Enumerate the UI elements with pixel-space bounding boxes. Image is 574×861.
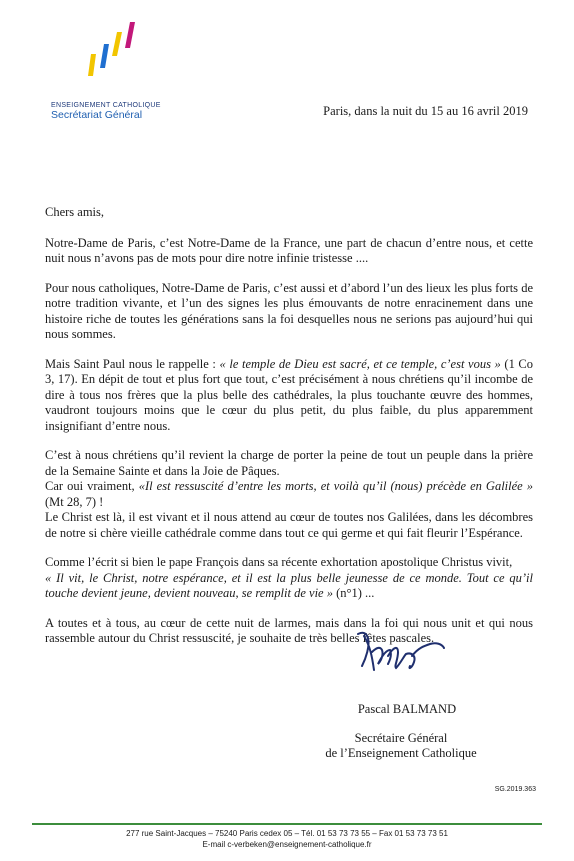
gospel-reference: (Mt 28, 7) ! xyxy=(45,494,104,509)
salutation: Chers amis, xyxy=(45,205,105,219)
logo-bars-icon xyxy=(85,18,145,78)
pope-quote-reference: (n°1) ... xyxy=(332,586,375,600)
letter-body xyxy=(45,205,533,661)
signatory-title xyxy=(0,731,574,746)
footer-email: E-mail c-verbeken@enseignement-catholique.fr xyxy=(202,840,372,849)
paragraph-3 xyxy=(45,357,533,435)
scripture-quote: « le temple de Dieu est sacré, et ce temple, c’est vous » xyxy=(219,356,501,371)
logo xyxy=(47,14,161,121)
handwritten-signature xyxy=(352,626,452,674)
paragraph-5-intro: Comme l’écrit si bien le pape François dans sa récente exhortation apostolique Christus vivit, xyxy=(45,555,513,569)
paragraph-4-line3: Le Christ est là, il est vivant et il nous attend au cœur de toutes nos Galilées, dans les décombres de notre si chère vieille cathédrale comme dans tout ce qui germe et qui fait fleurir l’Espérance. xyxy=(45,510,533,540)
footer-address: 277 rue Saint-Jacques – 75240 Paris cedex 05 – Tél. 01 53 73 73 55 – Fax 01 53 73 73 51 xyxy=(126,829,448,838)
signatory-name xyxy=(0,702,574,717)
paragraph-6: A toutes et à tous, au cœur de cette nuit de larmes, mais dans la foi qui nous unit et qui nous rassemble autour du Christ ressuscité, je souhaite de très belles fêtes pascales. xyxy=(45,615,533,645)
dateline: Paris, dans la nuit du 15 au 16 avril 2019 xyxy=(323,104,528,118)
paragraph-3-intro: Mais Saint Paul nous le rappelle : xyxy=(45,356,220,371)
logo-org-name: ENSEIGNEMENT CATHOLIQUE xyxy=(51,102,161,109)
paragraph-2: Pour nous catholiques, Notre-Dame de Paris, c’est aussi et d’abord l’un des lieux les plus forts de notre tradition vivante, et l’un des signes les plus émouvants de notre enracinement dans une histoire riche de toutes les générations sans la foi desquelles nous ne serions pas aujourd’hui qui nous sommes. xyxy=(45,280,533,341)
signatory-title-line1: Secrétaire Général xyxy=(354,731,448,745)
paragraph-4-line1: C’est à nous chrétiens qu’il revient la charge de porter la peine de tout un peuple dans la prière de la Semaine Sainte et dans la Joie de Pâques. xyxy=(45,448,533,478)
logo-department: Secrétariat Général xyxy=(51,109,143,121)
signatory-title-line2: de l’Enseignement Catholique xyxy=(325,746,477,760)
reference-number: SG.2019.363 xyxy=(494,786,536,793)
paragraph-1: Notre-Dame de Paris, c’est Notre-Dame de la France, une part de chacun d’entre nous, et cette nuit nous n’avons pas de mots pour dire notre infinie tristesse .... xyxy=(45,235,533,265)
gospel-quote: «Il est ressuscité d’entre les morts, et voilà qu’il (nous) précède en Galilée » xyxy=(138,479,534,493)
paragraph-3-text: (1 Co 3, 17). En dépit de tout et plus fort que tout, c’est précisément à nous chrétiens qu’il incombe de dire à tous nos frères que la plus belle des cathédrales, la plus touchante œuvre des hommes, vaudront toujours moins que le cœur du plus petit, du plus faible, du plus apparemment insignifiant d’entre nous. xyxy=(45,356,534,433)
footer-divider xyxy=(32,823,542,825)
paragraph-4 xyxy=(45,448,533,541)
signatory-organization xyxy=(0,746,574,761)
signatory-name-text: Pascal BALMAND xyxy=(357,702,457,716)
pope-quote: « Il vit, le Christ, notre espérance, et il est la plus belle jeunesse de ce monde. Tout ce qu’il touche devient jeune, devient nouveau, se remplit de vie » xyxy=(45,570,533,600)
paragraph-5 xyxy=(45,555,533,602)
paragraph-4-intro: Car oui vraiment, xyxy=(45,479,139,493)
